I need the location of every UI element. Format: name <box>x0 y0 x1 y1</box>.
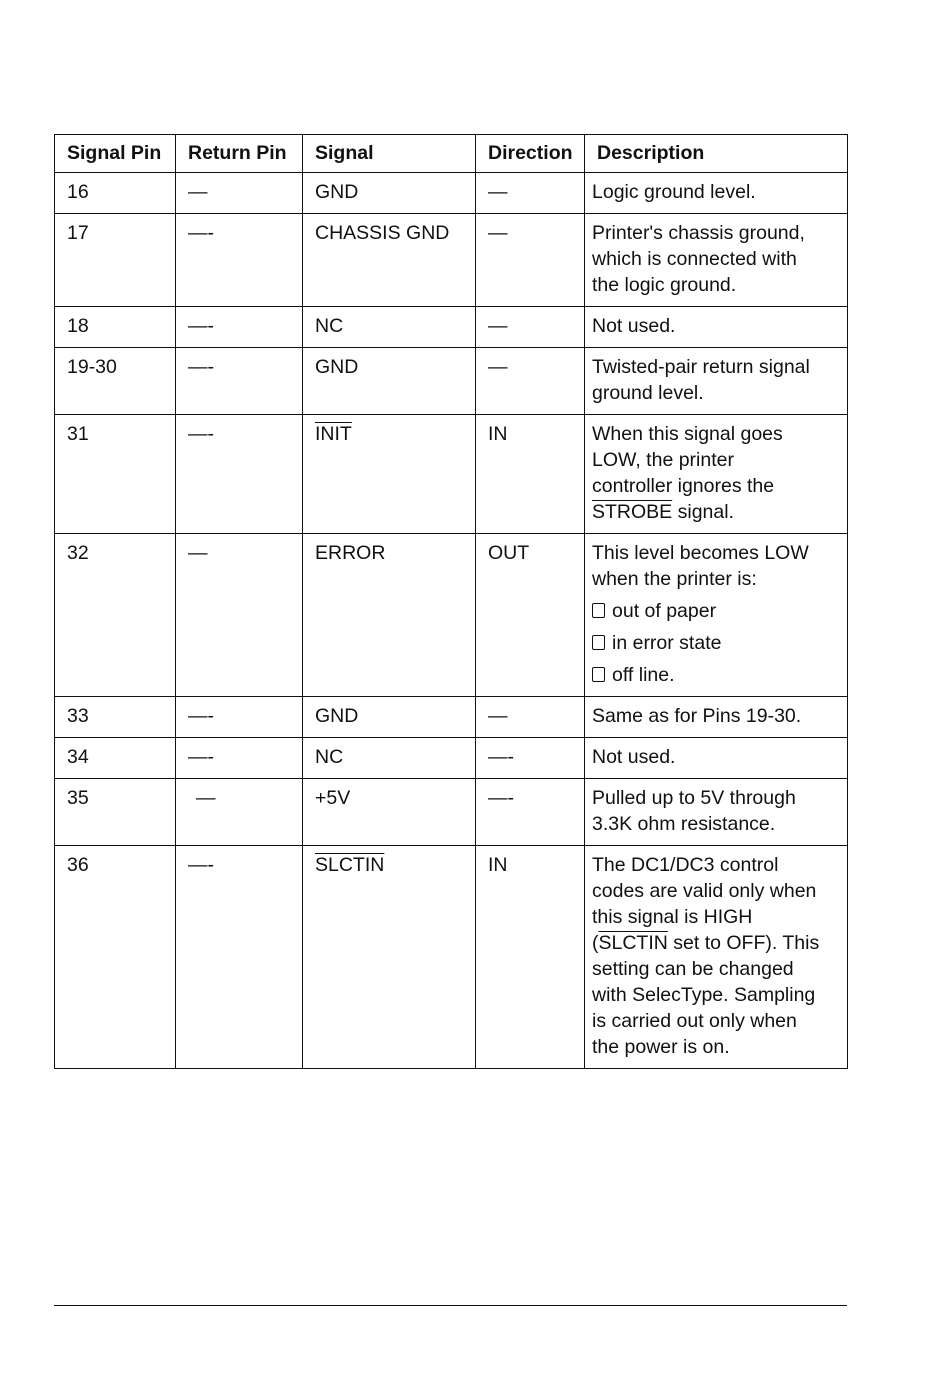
pin-assignment-table <box>54 134 848 1069</box>
cell-return-pin: —- <box>176 307 303 348</box>
cell-signal: NC <box>303 307 476 348</box>
cell-direction: OUT <box>476 534 585 697</box>
cell-direction: IN <box>476 415 585 534</box>
description-line: the power is on. <box>592 1036 730 1058</box>
header-direction: Direction <box>476 135 585 173</box>
cell-description <box>585 697 848 738</box>
cell-return-pin: — <box>176 173 303 214</box>
description-line: set to OFF). This <box>667 932 820 954</box>
cell-signal <box>303 415 476 534</box>
cell-signal: GND <box>303 697 476 738</box>
cell-signal: GND <box>303 348 476 415</box>
cell-description <box>585 214 848 307</box>
cell-signal-pin: 16 <box>55 173 176 214</box>
description-line: LOW, the printer <box>592 449 734 471</box>
cell-return-pin: — <box>176 534 303 697</box>
cell-signal-pin: 34 <box>55 738 176 779</box>
header-description: Description <box>585 135 848 173</box>
signal-slctin-overline: SLCTIN <box>315 854 385 876</box>
cell-signal: GND <box>303 173 476 214</box>
cell-signal-pin: 17 <box>55 214 176 307</box>
signal-init-overline: INIT <box>315 423 352 445</box>
description-line: The DC1/DC3 control <box>592 854 779 876</box>
table-row <box>55 738 848 779</box>
cell-signal-pin: 31 <box>55 415 176 534</box>
header-signal: Signal <box>303 135 476 173</box>
cell-signal: NC <box>303 738 476 779</box>
cell-signal-pin: 36 <box>55 846 176 1069</box>
cell-return-pin: — <box>176 779 303 846</box>
description-line: which is connected with <box>592 248 797 270</box>
description-line: Pulled up to 5V through <box>592 787 796 809</box>
cell-signal <box>303 846 476 1069</box>
cell-return-pin: —- <box>176 697 303 738</box>
table-row <box>55 307 848 348</box>
table-row <box>55 697 848 738</box>
description-line: with SelecType. Sampling <box>592 984 816 1006</box>
description-line: codes are valid only when <box>592 880 817 902</box>
cell-description <box>585 779 848 846</box>
cell-direction: IN <box>476 846 585 1069</box>
table-row <box>55 415 848 534</box>
table-row <box>55 214 848 307</box>
checkbox-bullet-item: off line. <box>592 662 845 688</box>
cell-direction: — <box>476 307 585 348</box>
cell-direction: —- <box>476 738 585 779</box>
description-line: Twisted-pair return signal <box>592 356 810 378</box>
description-line: ground level. <box>592 382 704 404</box>
description-line: ( <box>592 932 599 954</box>
description-line: the logic ground. <box>592 274 737 296</box>
description-line: Not used. <box>592 746 676 768</box>
cell-direction: — <box>476 173 585 214</box>
description-line: controller ignores the <box>592 475 775 497</box>
cell-signal-pin: 33 <box>55 697 176 738</box>
cell-signal-pin: 32 <box>55 534 176 697</box>
cell-description <box>585 173 848 214</box>
cell-description <box>585 307 848 348</box>
cell-return-pin: —- <box>176 348 303 415</box>
cell-signal-pin: 19-30 <box>55 348 176 415</box>
strobe-overline-text: STROBE <box>592 501 673 523</box>
cell-direction: — <box>476 697 585 738</box>
cell-return-pin: —- <box>176 415 303 534</box>
description-line: When this signal goes <box>592 423 783 445</box>
table-row <box>55 173 848 214</box>
footer-rule <box>54 1305 847 1306</box>
cell-return-pin: —- <box>176 846 303 1069</box>
checkbox-bullet-item: out of paper <box>592 598 845 624</box>
cell-signal: ERROR <box>303 534 476 697</box>
cell-signal: CHASSIS GND <box>303 214 476 307</box>
description-line: Logic ground level. <box>592 181 756 203</box>
table-row <box>55 348 848 415</box>
description-line: is carried out only when <box>592 1010 797 1032</box>
header-signal-pin: Signal Pin <box>55 135 176 173</box>
table-row <box>55 779 848 846</box>
cell-description <box>585 415 848 534</box>
description-line: Not used. <box>592 315 676 337</box>
slctin-overline-text: SLCTIN <box>598 932 668 954</box>
description-line: signal. <box>672 501 734 523</box>
cell-return-pin: —- <box>176 738 303 779</box>
header-return-pin: Return Pin <box>176 135 303 173</box>
cell-signal-pin: 18 <box>55 307 176 348</box>
description-line: 3.3K ohm resistance. <box>592 813 776 835</box>
table-row <box>55 846 848 1069</box>
cell-direction: — <box>476 214 585 307</box>
cell-description <box>585 738 848 779</box>
cell-description <box>585 534 848 697</box>
description-line: Same as for Pins 19-30. <box>592 705 802 727</box>
cell-signal: +5V <box>303 779 476 846</box>
table-header-row <box>55 135 848 173</box>
checkbox-bullet-item: in error state <box>592 630 845 656</box>
description-line: this signal is HIGH <box>592 906 753 928</box>
description-line: This level becomes LOW <box>592 542 809 564</box>
table-row <box>55 534 848 697</box>
description-line: setting can be changed <box>592 958 794 980</box>
cell-description <box>585 348 848 415</box>
description-line: Printer's chassis ground, <box>592 222 805 244</box>
cell-return-pin: —- <box>176 214 303 307</box>
cell-direction: —- <box>476 779 585 846</box>
cell-direction: — <box>476 348 585 415</box>
cell-signal-pin: 35 <box>55 779 176 846</box>
description-line: when the printer is: <box>592 568 757 590</box>
cell-description <box>585 846 848 1069</box>
